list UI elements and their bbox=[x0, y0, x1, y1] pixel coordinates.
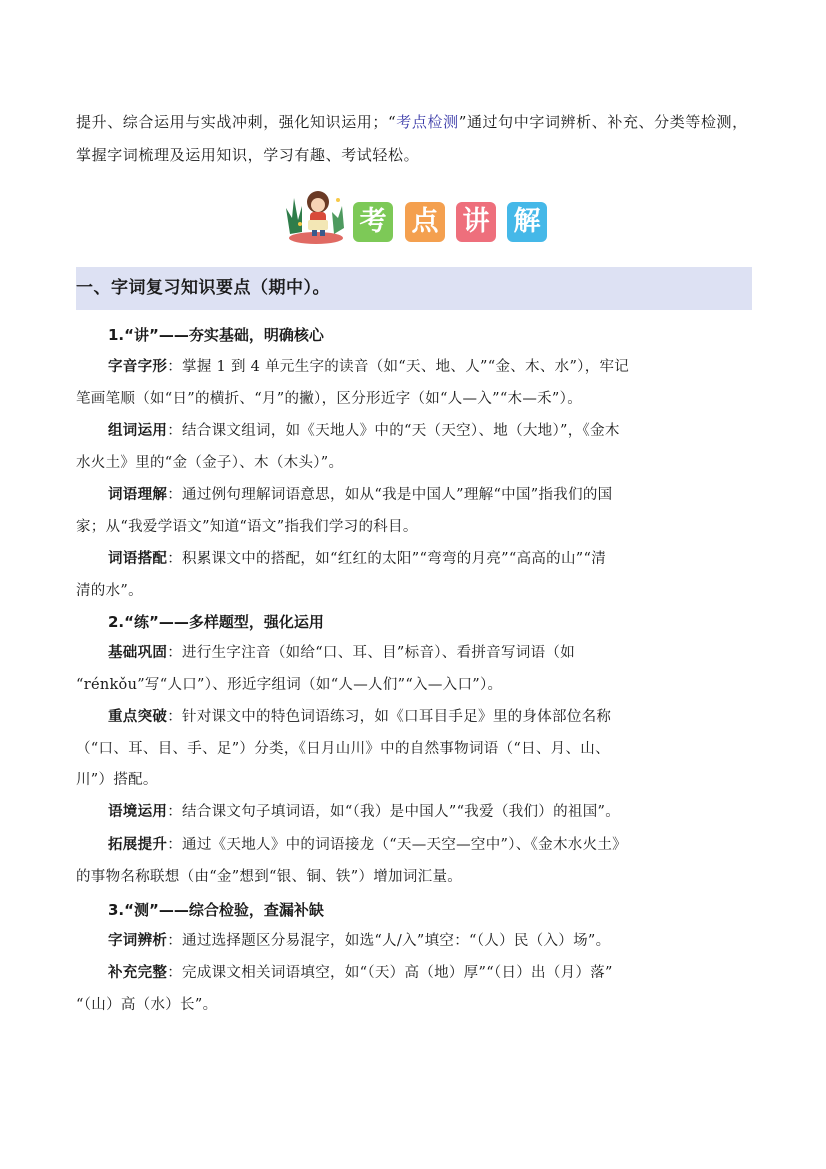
item-text: 积累课文中的搭配，如“红红的太阳”“弯弯的月亮”“高高的山”“清 bbox=[182, 551, 607, 567]
knowledge-item: 词语搭配：积累课文中的搭配，如“红红的太阳”“弯弯的月亮”“高高的山”“清 清的水”。 bbox=[76, 551, 607, 599]
section-banner bbox=[282, 188, 552, 246]
reading-girl-illustration bbox=[282, 188, 346, 246]
item-text: 进行生字注音（如给“口、耳、目”标音）、看拼音写词语（如 bbox=[182, 645, 575, 661]
part-heading-2: 2.“练”——多样题型，强化运用 bbox=[108, 613, 324, 631]
item-label: 组词运用 bbox=[108, 423, 168, 439]
item-text: 的事物名称联想（由“金”想到“银、铜、铁”）增加词汇量。 bbox=[76, 868, 463, 885]
knowledge-item: 组词运用：结合课文组词，如《天地人》中的“天（天空）、地（大地）”，《金木 水火土》里的“金（金子）、木（木头）”。 bbox=[76, 423, 620, 471]
item-text: 水火土》里的“金（金子）、木（木头）”。 bbox=[76, 454, 344, 471]
banner-char-jiang: 讲 bbox=[456, 202, 496, 242]
knowledge-item: 词语理解：通过例句理解词语意思，如从“我是中国人”理解“中国”指我们的国 家；从“我爱学语文”知道“语文”指我们学习的科目。 bbox=[76, 487, 613, 535]
item-text: 清的水”。 bbox=[76, 582, 143, 599]
item-label: 补充完整 bbox=[108, 965, 168, 981]
item-label: 基础巩固 bbox=[108, 645, 168, 661]
item-text: 通过选择题区分易混字，如选“人/入”填空：“（人）民（入）场”。 bbox=[182, 933, 611, 949]
banner-char-jie: 解 bbox=[507, 202, 547, 242]
part-heading-3: 3.“测”——综合检验，查漏补缺 bbox=[108, 901, 324, 919]
intro-highlight: 考点检测 bbox=[396, 113, 459, 131]
part-heading-1: 1.“讲”——夯实基础，明确核心 bbox=[108, 326, 324, 344]
item-text: 结合课文句子填词语，如“（我）是中国人”“我爱（我们）的祖国”。 bbox=[182, 804, 621, 820]
item-text: 针对课文中的特色词语练习，如《口耳目手足》里的身体部位名称 bbox=[182, 709, 612, 725]
knowledge-item: 重点突破：针对课文中的特色词语练习，如《口耳目手足》里的身体部位名称 （“口、耳、目、手、足”）分类，《日月山川》中的自然事物词语（“日、月、山、 川”）搭配。 bbox=[76, 709, 612, 788]
knowledge-item: 补充完整：完成课文相关词语填空，如“（天）高（地）厚”“（日）出（月）落” “（山）高（水）长”。 bbox=[76, 965, 613, 1013]
banner-char-dian: 点 bbox=[405, 202, 445, 242]
item-label: 词语搭配 bbox=[108, 551, 168, 567]
intro-text-2: ”通过句中字词辨析、补充、分类等检测，掌握字词梳理及运用知识，学习有趣、考试轻松。 bbox=[76, 113, 748, 164]
item-label: 字词辨析 bbox=[108, 933, 168, 949]
section-title: 一、字词复习知识要点（期中）。 bbox=[76, 278, 330, 298]
knowledge-item: 语境运用：结合课文句子填词语，如“（我）是中国人”“我爱（我们）的祖国”。 bbox=[108, 804, 621, 820]
item-text: 川”）搭配。 bbox=[76, 772, 158, 788]
knowledge-item: 拓展提升：通过《天地人》中的词语接龙（“天—天空—空中”）、《金木水火土》 的事物名称联想（由“金”想到“银、铜、铁”）增加词汇量。 bbox=[76, 837, 627, 885]
item-text: 家；从“我爱学语文”知道“语文”指我们学习的科目。 bbox=[76, 518, 418, 535]
item-label: 拓展提升 bbox=[108, 837, 168, 853]
item-text: 结合课文组词，如《天地人》中的“天（天空）、地（大地）”，《金木 bbox=[182, 423, 620, 439]
intro-paragraph bbox=[76, 106, 752, 172]
item-text: 完成课文相关词语填空，如“（天）高（地）厚”“（日）出（月）落” bbox=[182, 965, 613, 981]
section-heading bbox=[76, 267, 752, 310]
item-text: 通过例句理解词语意思，如从“我是中国人”理解“中国”指我们的国 bbox=[182, 487, 613, 503]
intro-text-1: 提升、综合运用与实战冲刺，强化知识运用；“ bbox=[76, 113, 397, 131]
item-text: “rénkǒu”写“人口”）、形近字组词（如“人—人们”“入—入口”）。 bbox=[76, 676, 503, 693]
knowledge-item: 基础巩固：进行生字注音（如给“口、耳、目”标音）、看拼音写词语（如 “rénkǒu”写“人口”）、形近字组词（如“人—人们”“入—入口”）。 bbox=[76, 645, 575, 693]
item-text: 笔画笔顺（如“日”的横折、“月”的撇），区分形近字（如“人—入”“木—禾”）。 bbox=[76, 390, 582, 407]
item-label: 字音字形 bbox=[108, 359, 168, 375]
item-text: 掌握 1 到 4 单元生字的读音（如“天、地、人”“金、木、水”），牢记 bbox=[182, 359, 630, 375]
knowledge-item: 字音字形：掌握 1 到 4 单元生字的读音（如“天、地、人”“金、木、水”），牢记 笔画笔顺（如“日”的横折、“月”的撇），区分形近字（如“人—入”“木—禾”）。 bbox=[76, 359, 630, 407]
knowledge-item: 字词辨析：通过选择题区分易混字，如选“人/入”填空：“（人）民（入）场”。 bbox=[108, 933, 611, 949]
item-text: “（山）高（水）长”。 bbox=[76, 996, 218, 1013]
item-label: 重点突破 bbox=[108, 709, 168, 725]
banner-char-kao: 考 bbox=[353, 202, 393, 242]
item-text: 通过《天地人》中的词语接龙（“天—天空—空中”）、《金木水火土》 bbox=[182, 837, 627, 853]
item-label: 语境运用 bbox=[108, 804, 168, 820]
item-label: 词语理解 bbox=[108, 487, 168, 503]
item-text: （“口、耳、目、手、足”）分类，《日月山川》中的自然事物词语（“日、月、山、 bbox=[76, 740, 610, 757]
